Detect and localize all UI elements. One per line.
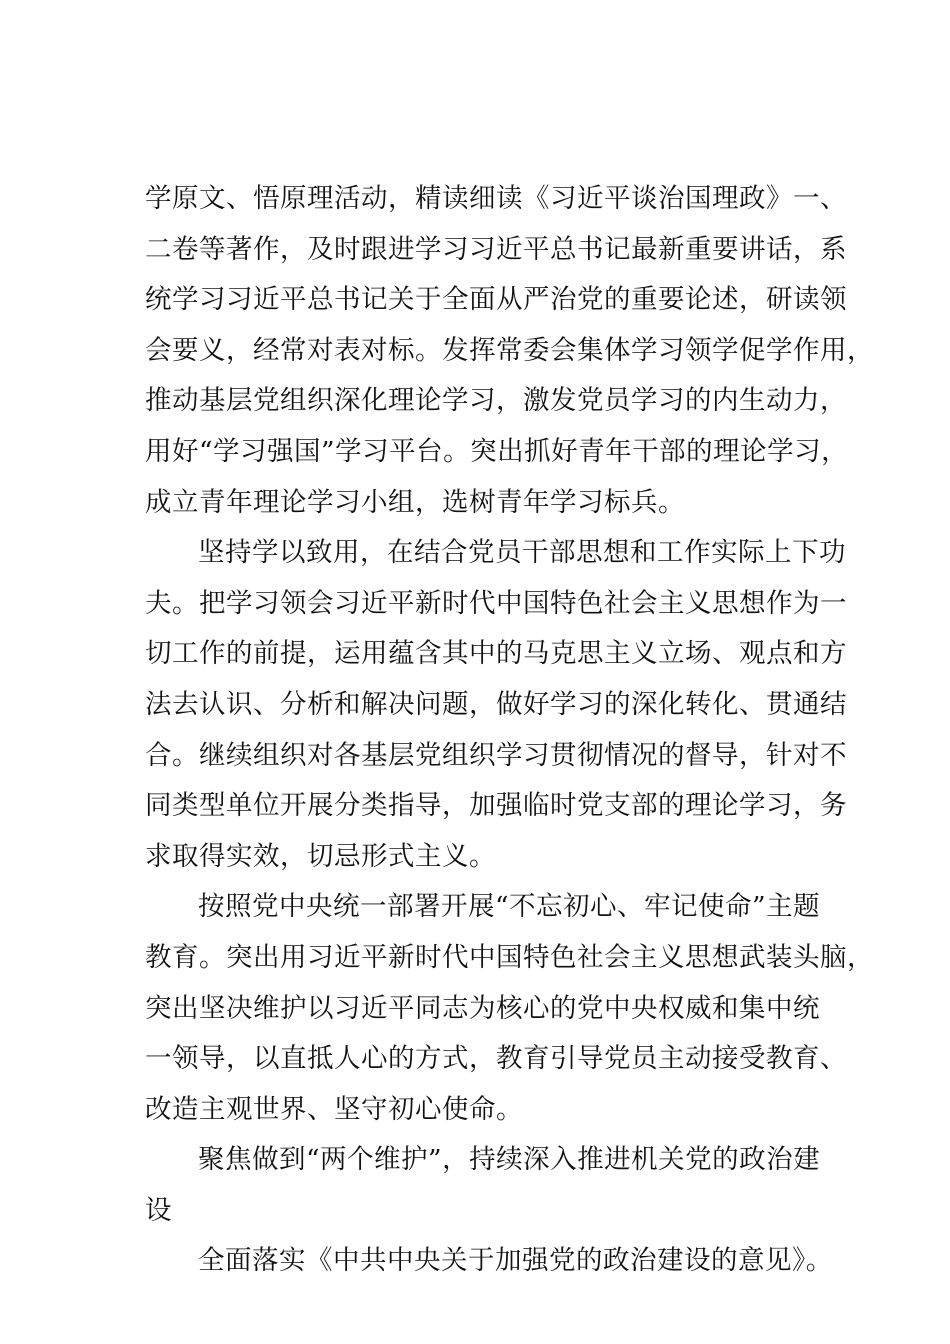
text-line-7: 成立青年理论学习小组，选树青年学习标兵。 xyxy=(145,486,685,518)
text-line-1: 学原文、悟原理活动，精读细读《习近平谈治国理政》一、 xyxy=(145,183,847,214)
text-line-2: 二卷等著作，及时跟进学习习近平总书记最新重要讲话，系 xyxy=(145,233,847,265)
text-line-12: 合。继续组织对各基层党组织学习贯彻情况的督导，针对不 xyxy=(145,739,847,771)
text-line-18: 一领导，以直抵人心的方式，教育引导党员主动接受教育、 xyxy=(145,1043,847,1075)
text-line-14: 求取得实效，切忌形式主义。 xyxy=(145,840,496,872)
text-line-10: 切工作的前提，运用蕴含其中的马克思主义立场、观点和方 xyxy=(145,638,847,670)
document-body xyxy=(145,174,874,1287)
text-line-5: 推动基层党组织深化理论学习，激发党员学习的内生动力， xyxy=(145,385,847,417)
text-line-16: 教育。突出用习近平新时代中国特色社会主义思想武装头脑， xyxy=(145,941,874,973)
text-line-4: 会要义，经常对表对标。发挥常委会集体学习领学促学作用， xyxy=(145,334,874,366)
text-line-20: 聚焦做到“两个维护”，持续深入推进机关党的政治建 xyxy=(198,1144,821,1176)
text-line-21: 设 xyxy=(145,1194,172,1226)
text-line-19: 改造主观世界、坚守初心使命。 xyxy=(145,1093,523,1125)
text-line-11: 法去认识、分析和解决问题，做好学习的深化转化、贯通结 xyxy=(145,688,847,720)
text-line-22: 全面落实《中共中央关于加强党的政治建设的意见》。 xyxy=(198,1245,833,1277)
text-line-6: 用好“学习强国”学习平台。突出抓好青年干部的理论学习， xyxy=(145,435,849,467)
text-line-8: 坚持学以致用，在结合党员干部思想和工作实际上下功 xyxy=(198,537,846,569)
text-line-15: 按照党中央统一部署开展“不忘初心、牢记使命”主题 xyxy=(198,891,821,923)
text-line-3: 统学习习近平总书记关于全面从严治党的重要论述，研读领 xyxy=(145,284,847,316)
text-line-13: 同类型单位开展分类指导，加强临时党支部的理论学习，务 xyxy=(145,790,847,822)
text-line-17: 突出坚决维护以习近平同志为核心的党中央权威和集中统 xyxy=(145,992,820,1024)
text-line-9: 夫。把学习领会习近平新时代中国特色社会主义思想作为一 xyxy=(145,587,847,619)
